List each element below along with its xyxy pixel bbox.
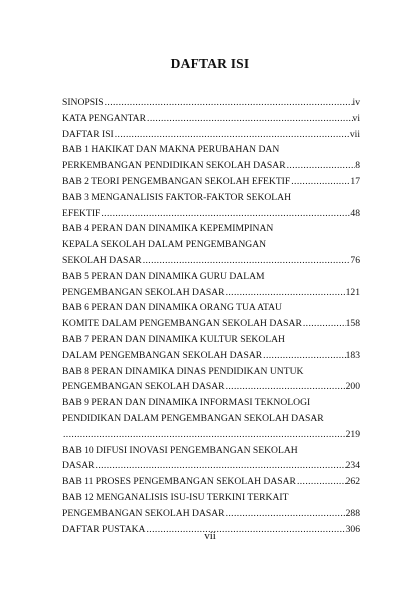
toc-line	[62, 285, 360, 301]
dot-leader	[96, 458, 346, 474]
toc-entry-text: BAB 12 MENGANALISIS ISU-ISU TERKINI TERKAIT	[62, 491, 289, 503]
toc-line	[62, 111, 360, 127]
toc-entry-text: BAB 9 PERAN DAN DINAMIKA INFORMASI TEKNOLOGI	[62, 397, 311, 409]
toc-entry	[62, 490, 360, 522]
toc-page-number: iv	[352, 97, 360, 108]
toc-entry-text: BAB 8 PERAN DINAMIKA DINAS PENDIDIKAN UNTUK	[62, 365, 304, 377]
toc-page-number: 219	[345, 428, 360, 440]
toc-entry-text: PENGEMBANGAN SEKOLAH DASAR	[62, 507, 225, 519]
dot-leader	[115, 127, 350, 143]
toc-line	[62, 458, 360, 474]
toc-entry	[62, 190, 360, 222]
toc-entry-text: PENGEMBANGAN SEKOLAH DASAR	[62, 381, 225, 393]
toc-line	[62, 95, 360, 111]
toc-page-number: 158	[345, 318, 360, 330]
toc-entry-text: DALAM PENGEMBANGAN SEKOLAH DASAR	[62, 349, 263, 361]
toc-entry-text: PERKEMBANGAN PENDIDIKAN SEKOLAH DASAR	[62, 160, 286, 172]
toc-line	[62, 427, 360, 443]
toc-entry-text: EFEKTIF	[62, 207, 101, 219]
dot-leader	[147, 111, 353, 127]
toc-entry-text: KEPALA SEKOLAH DALAM PENGEMBANGAN	[62, 239, 267, 251]
toc-line	[62, 474, 360, 490]
toc-entry-text: BAB 11 PROSES PENGEMBANGAN SEKOLAH DASAR	[62, 476, 296, 488]
toc-line	[62, 348, 360, 364]
toc-entry	[62, 111, 360, 127]
toc-entry-text: PENDIDIKAN DALAM PENGEMBANGAN SEKOLAH DASAR	[62, 412, 324, 424]
toc-page-number: vi	[352, 112, 360, 124]
dot-leader	[226, 379, 346, 395]
toc-line	[62, 506, 360, 522]
table-of-contents	[62, 95, 360, 537]
dot-leader	[303, 316, 346, 332]
toc-page-number: 8	[355, 160, 360, 172]
toc-entry-text: BAB 5 PERAN DAN DINAMIKA GURU DALAM	[62, 270, 265, 282]
toc-line	[62, 379, 360, 395]
toc-entry-text: DASAR	[62, 460, 95, 472]
toc-entry-text: BAB 3 MENGANALISIS FAKTOR-FAKTOR SEKOLAH	[62, 191, 292, 203]
toc-page-number: vii	[349, 128, 360, 140]
toc-page-number: 288	[345, 507, 360, 519]
toc-line	[62, 316, 360, 332]
toc-entry	[62, 269, 360, 301]
toc-entry-text: DAFTAR PUSTAKA	[62, 523, 146, 535]
toc-line	[62, 174, 360, 190]
toc-entry-text: PENGEMBANGAN SEKOLAH DASAR	[62, 286, 225, 298]
toc-page-number: 200	[345, 381, 360, 393]
toc-entry	[62, 332, 360, 364]
toc-entry-text: KOMITE DALAM PENGEMBANGAN SEKOLAH DASAR	[62, 318, 302, 330]
toc-page-number: 262	[345, 476, 360, 488]
toc-entry-text: BAB 4 PERAN DAN DINAMIKA KEPEMIMPINAN	[62, 223, 274, 235]
toc-entry	[62, 127, 360, 143]
page-title: DAFTAR ISI	[170, 56, 250, 71]
toc-line	[62, 253, 360, 269]
toc-page-number: 48	[350, 207, 360, 219]
toc-entry	[62, 300, 360, 332]
dot-leader	[287, 158, 356, 174]
toc-entry-text: SEKOLAH DASAR	[62, 254, 142, 266]
toc-page-number: 121	[345, 286, 360, 298]
toc-line	[62, 127, 360, 143]
toc-entry	[62, 395, 360, 442]
dot-leader	[101, 206, 350, 222]
toc-entry	[62, 364, 360, 396]
toc-page-number: 76	[350, 254, 360, 266]
toc-entry-text: KATA PENGANTAR	[62, 112, 147, 124]
toc-page-number: 306	[345, 523, 360, 535]
toc-entry	[62, 95, 360, 111]
toc-entry-text: BAB 10 DIFUSI INOVASI PENGEMBANGAN SEKOLAH	[62, 444, 298, 456]
dot-leader	[263, 348, 345, 364]
toc-entry	[62, 474, 360, 490]
toc-page-number: 183	[345, 349, 360, 361]
dot-leader	[105, 95, 353, 111]
toc-entry	[62, 443, 360, 475]
toc-line	[62, 206, 360, 222]
dot-leader	[63, 427, 346, 443]
toc-entry-text: BAB 1 HAKIKAT DAN MAKNA PERUBAHAN DAN	[62, 144, 280, 156]
toc-entry-text: BAB 2 TEORI PENGEMBANGAN SEKOLAH EFEKTIF	[62, 175, 291, 187]
page-number: vii	[204, 530, 216, 542]
dot-leader	[143, 253, 351, 269]
dot-leader	[226, 285, 346, 301]
toc-entry-text: SINOPSIS	[62, 97, 104, 108]
dot-leader	[226, 506, 346, 522]
toc-entry-text: BAB 6 PERAN DAN DINAMIKA ORANG TUA ATAU	[62, 302, 282, 314]
toc-line	[62, 158, 360, 174]
toc-entry	[62, 221, 360, 268]
toc-entry	[62, 142, 360, 174]
toc-entry	[62, 174, 360, 190]
toc-page-number: 17	[350, 175, 360, 187]
dot-leader	[291, 174, 350, 190]
toc-entry-text: DAFTAR ISI	[62, 128, 114, 140]
toc-entry-text: BAB 7 PERAN DAN DINAMIKA KULTUR SEKOLAH	[62, 333, 285, 345]
toc-page-number: 234	[345, 460, 360, 472]
dot-leader	[297, 474, 346, 490]
